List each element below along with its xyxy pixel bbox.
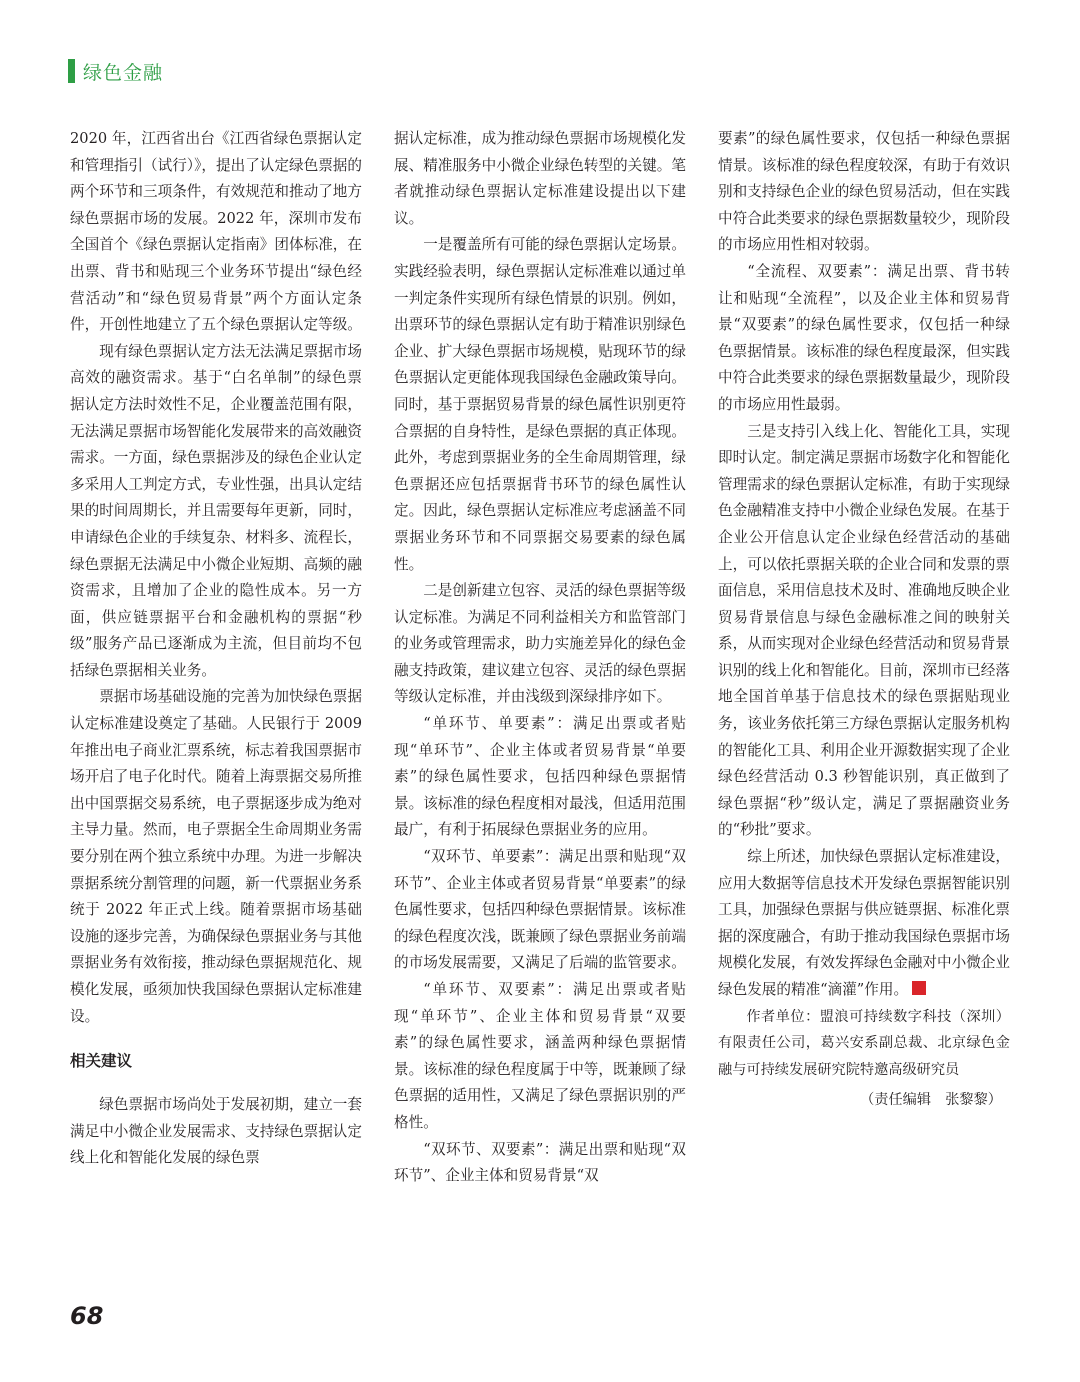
paragraph: 现有绿色票据认定方法无法满足票据市场高效的融资需求。基于“白名单制”的绿色票据认定方法时效性不足，企业覆盖范围有限，无法满足票据市场智能化发展带来的高效融资需求。一方面，绿色票据涉及的绿色企业认定多采用人工判定方式，专业性强，出具认定结果的时间周期长，并且需要每年更新，同时，申请绿色企业的手续复杂、材料多、流程长，绿色票据无法满足中小微企业短期、高频的融资需求，且增加了企业的隐性成本。另一方面，供应链票据平台和金融机构的票据“秒级”服务产品已逐渐成为主流，但目前均不包括绿色票据相关业务。 <box>70 342 362 679</box>
author-affiliation: 作者单位：盟浪可持续数字科技（深圳）有限责任公司，葛兴安系副总裁、北京绿色金融与可持续发展研究院特邀高级研究员 <box>718 1008 1010 1078</box>
paragraph-text: 综上所述，加快绿色票据认定标准建设，应用大数据等信息技术开发绿色票据智能识别工具，加强绿色票据与供应链票据、标准化票据的深度融合，有助于推动我国绿色票据市场规模化发展，有效发挥绿色金融对中小微企业绿色发展的精准“滴灌”作用。 <box>718 848 1010 998</box>
paragraph: “单环节、单要素”：满足出票或者贴现“单环节”、企业主体或者贸易背景“单要素”的绿色属性要求，包括四种绿色票据情景。该标准的绿色程度相对最浅，但适用范围最广，有利于拓展绿色票据业务的应用。 <box>394 715 686 839</box>
paragraph: “单环节、双要素”：满足出票或者贴现“单环节”、企业主体和贸易背景“双要素”的绿色属性要求，涵盖两种绿色票据情景。该标准的绿色程度属于中等，既兼顾了绿色票据的适用性，又满足了绿色票据识别的严格性。 <box>394 981 686 1131</box>
paragraph: 据认定标准，成为推动绿色票据市场规模化发展、精准服务中小微企业绿色转型的关键。笔者就推动绿色票据认定标准建设提出以下建议。 <box>394 130 686 227</box>
paragraph: 二是创新建立包容、灵活的绿色票据等级认定标准。为满足不同利益相关方和监管部门的业务或管理需求，助力实施差异化的绿色金融支持政策，建议建立包容、灵活的绿色票据等级认定标准，并由浅级到深绿排序如下。 <box>394 582 686 706</box>
paragraph: “双环节、双要素”：满足出票和贴现“双环节”、企业主体和贸易背景“双 <box>394 1140 686 1185</box>
section-heading: 相关建议 <box>70 1052 133 1071</box>
paragraph: 2020 年，江西省出台《江西省绿色票据认定和管理指引（试行）》，提出了认定绿色票据的两个环节和三项条件，有效规范和推动了地方绿色票据市场的发展。2022 年，深圳市发布全国首个《绿色票据认定指南》团体标准，在出票、背书和贴现三个业务环节提出“绿色经营活动”和“绿色贸易背景”两个方面认定条件，开创性地建立了五个绿色票据认定等级。 <box>70 130 362 334</box>
article-end-mark-icon <box>912 981 926 995</box>
paragraph: 绿色票据市场尚处于发展初期，建立一套满足中小微企业发展需求、支持绿色票据认定线上化和智能化发展的绿色票 <box>70 1096 362 1167</box>
section-header <box>68 58 163 84</box>
closing-paragraph <box>718 844 1010 1004</box>
article-column-3 <box>718 126 1010 1114</box>
article-column-1 <box>70 126 362 1172</box>
section-title: 绿色金融 <box>83 61 164 84</box>
paragraph: 三是支持引入线上化、智能化工具，实现即时认定。制定满足票据市场数字化和智能化管理需求的绿色票据认定标准，有助于实现绿色金融精准支持中小微企业绿色发展。在基于企业公开信息认定企业绿色经营活动的基础上，可以依托票据关联的企业合同和发票的票面信息，采用信息技术及时、准确地反映企业贸易背景信息与绿色金融标准之间的映射关系，从而实现对企业绿色经营活动和贸易背景识别的线上化和智能化。目前，深圳市已经落地全国首单基于信息技术的绿色票据贴现业务，该业务依托第三方绿色票据认定服务机构的智能化工具、利用企业开源数据实现了企业绿色经营活动 0.3 秒智能识别，真正做到了绿色票据“秒”级认定，满足了票据融资业务的“秒批”要求。 <box>718 422 1010 839</box>
paragraph: 要素”的绿色属性要求，仅包括一种绿色票据情景。该标准的绿色程度较深，有助于有效识别和支持绿色企业的绿色贸易活动，但在实践中符合此类要求的绿色票据数量较少，现阶段的市场应用性相对较弱。 <box>718 130 1010 254</box>
paragraph: “双环节、单要素”：满足出票和贴现“双环节”、企业主体或者贸易背景“单要素”的绿色属性要求，包括四种绿色票据情景。该标准的绿色程度次浅，既兼顾了绿色票据业务前端的市场发展需要，又满足了后端的监管要求。 <box>394 848 686 972</box>
article-column-2 <box>394 126 686 1190</box>
page-number: 68 <box>70 1302 104 1330</box>
section-marker-bar <box>68 59 75 83</box>
paragraph: “全流程、双要素”：满足出票、背书转让和贴现“全流程”，以及企业主体和贸易背景“双要素”的绿色属性要求，仅包括一种绿色票据情景。该标准的绿色程度最深，但实践中符合此类要求的绿色票据数量最少，现阶段的市场应用性最弱。 <box>718 262 1010 413</box>
paragraph: 一是覆盖所有可能的绿色票据认定场景。实践经验表明，绿色票据认定标准难以通过单一判定条件实现所有绿色情景的识别。例如，出票环节的绿色票据认定有助于精准识别绿色企业、扩大绿色票据市场规模，贴现环节的绿色票据认定更能体现我国绿色金融政策导向。同时，基于票据贸易背景的绿色属性识别更符合票据的自身特性，是绿色票据的真正体现。此外，考虑到票据业务的全生命周期管理，绿色票据还应包括票据背书环节的绿色属性认定。因此，绿色票据认定标准应考虑涵盖不同票据业务环节和不同票据交易要素的绿色属性。 <box>394 236 686 573</box>
responsible-editor: （责任编辑 张黎黎） <box>860 1092 1002 1109</box>
paragraph: 票据市场基础设施的完善为加快绿色票据认定标准建设奠定了基础。人民银行于 2009 年推出电子商业汇票系统，标志着我国票据市场开启了电子化时代。随着上海票据交易所推出中国票据交易系统，电子票据逐步成为绝对主导力量。然而，电子票据全生命周期业务需要分别在两个独立系统中办理。为进一步解决票据系统分割管理的问题，新一代票据业务系统于 2022 年正式上线。随着票据市场基础设施的逐步完善，为确保绿色票据业务与其他票据业务有效衔接，推动绿色票据规范化、规模化发展，亟须加快我国绿色票据认定标准建设。 <box>70 688 362 1025</box>
